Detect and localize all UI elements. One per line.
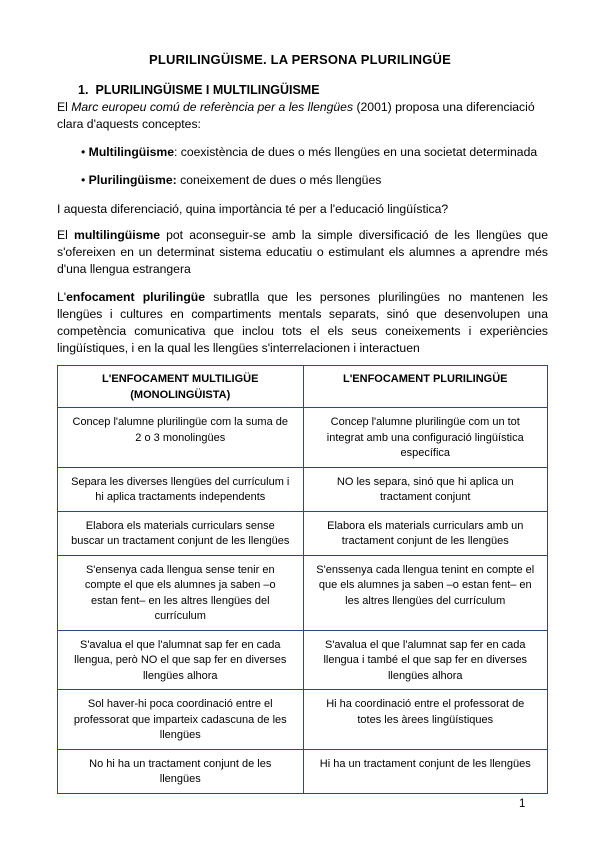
table-cell: Concep l'alumne plurilingüe com la suma de 2 o 3 monolingües xyxy=(58,408,304,468)
table-row xyxy=(58,749,548,793)
table-row xyxy=(58,555,548,630)
table-cell: Hi ha coordinació entre el professorat de totes les àrees lingüístiques xyxy=(303,690,547,750)
intro-paragraph xyxy=(57,99,548,133)
table-row xyxy=(58,630,548,690)
bullet-text: : coexistència de dues o més llengües en una societat determinada xyxy=(173,145,538,159)
table-cell: Hi ha un tractament conjunt de les llengües xyxy=(303,749,547,793)
intro-prefix: El xyxy=(57,100,72,114)
table-cell: S'avalua el que l'alumnat sap fer en cada llengua i també el que sap fer en diverses llengües alhora xyxy=(303,630,547,690)
table-cell: Sol haver-hi poca coordinació entre el professorat que imparteix cadascuna de les llengües xyxy=(58,690,304,750)
bullet-term: Plurilingüisme: xyxy=(88,173,177,187)
para-pluri-bold: enfocament plurilingüe xyxy=(66,290,206,304)
question-paragraph: I aquesta diferenciació, quina importància té per a l'educació lingüística? xyxy=(57,202,449,216)
bullet-text: coneixement de dues o més llengües xyxy=(176,173,382,187)
table-cell: Elabora els materials curriculars amb un tractament conjunt de les llengües xyxy=(303,511,547,555)
table-row xyxy=(58,408,548,468)
table-cell: S'ensenya cada llengua sense tenir en compte el que els alumnes ja saben –o estan fent– en les altres llengües del currículum xyxy=(58,555,304,630)
table-row xyxy=(58,511,548,555)
bullet-term: Multilingüisme xyxy=(88,145,174,159)
table-row xyxy=(58,690,548,750)
para-multi-prefix: El xyxy=(57,228,74,242)
bullet-marker: • xyxy=(81,145,86,159)
table-cell: S'enssenya cada llengua tenint en compte el que els alumnes ja saben –o estan fent– en les altres llengües del currículum xyxy=(303,555,547,630)
table-header-multilingue: L'ENFOCAMENT MULTILIGÜE (MONOLINGÜISTA) xyxy=(58,366,304,408)
plurilinguisme-paragraph xyxy=(57,289,548,357)
comparison-table xyxy=(57,365,548,794)
page-title: PLURILINGÜISME. LA PERSONA PLURILINGÜE xyxy=(148,52,452,67)
para-multi-suffix: pot aconseguir-se amb la simple diversificació de les llengües que s'ofereixen en un determinat sistema educatiu o estimulant els alumnes a aprendre més d'una llengua estrangera xyxy=(57,228,548,276)
para-pluri-prefix: L' xyxy=(57,290,67,304)
para-pluri-suffix: subratlla que les persones plurilingües no mantenen les llengües i cultures en compartiments mentals separats, sinó que desenvolupen una competència comunicativa que inclou tots el els seus coneixements i experiències lingüístiques, i en la qual les llengües s'interrelacionen i interactuen xyxy=(57,290,548,355)
para-multi-bold: multilingüisme xyxy=(73,228,160,242)
table-header-row xyxy=(58,366,548,408)
bullet-marker: • xyxy=(81,173,86,187)
section-heading xyxy=(78,83,320,97)
bullet-multilinguisme xyxy=(81,145,537,159)
bullet-plurilinguisme xyxy=(81,173,381,187)
table-header-plurilingue: L'ENFOCAMENT PLURILINGÜE xyxy=(303,366,547,408)
section-number: 1. xyxy=(78,83,89,97)
table-row xyxy=(58,467,548,511)
table-cell: NO les separa, sinó que hi aplica un tractament conjunt xyxy=(303,467,547,511)
table-cell: S'avalua el que l'alumnat sap fer en cada llengua, però NO el que sap fer en diverses llengües alhora xyxy=(58,630,304,690)
page-number: 1 xyxy=(519,798,526,810)
table-cell: Separa les diverses llengües del currículum i hi aplica tractaments independents xyxy=(58,467,304,511)
table-cell: Elabora els materials curriculars sense buscar un tractament conjunt de les llengües xyxy=(58,511,304,555)
intro-suffix: (2001) proposa una diferenciació clara d'aquests conceptes: xyxy=(57,100,535,131)
intro-italic: Marc europeu comú de referència per a les llengües xyxy=(71,100,354,114)
table-cell: No hi ha un tractament conjunt de les llengües xyxy=(58,749,304,793)
section-heading-text: PLURILINGÜISME I MULTILINGÜISME xyxy=(95,83,320,97)
multilinguisme-paragraph xyxy=(57,227,548,278)
table-cell: Concep l'alumne plurilingüe com un tot integrat amb una configuració lingüística específica xyxy=(303,408,547,468)
